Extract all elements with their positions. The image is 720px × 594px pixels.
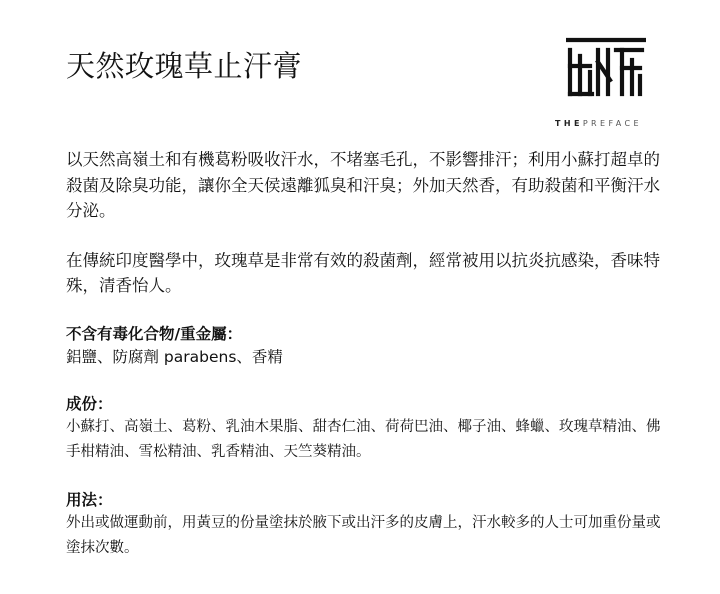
brand-logo-mark-icon [566, 36, 646, 98]
brand-logo-text [555, 119, 655, 128]
usage-heading: 用法： [66, 490, 113, 509]
brand-logo [555, 36, 646, 128]
usage-body: 外出或做運動前，用黃豆的份量塗抹於腋下或出汗多的皮膚上，汗水較多的人士可加重份量或塗抹次數。 [66, 514, 661, 556]
description-paragraph-2: 在傳統印度醫學中，玫瑰草是非常有效的殺菌劑，經常被用以抗炎抗感染，香味特殊，清香怡人。 [66, 250, 660, 296]
free-from-heading: 不含有毒化合物/重金屬： [66, 324, 243, 343]
product-title: 天然玫瑰草止汗膏 [66, 49, 303, 83]
logo-text-the: THE [555, 119, 583, 128]
free-from-body: 鋁鹽、防腐劑 parabens、香精 [66, 347, 283, 366]
description-paragraph-1: 以天然高嶺土和有機葛粉吸收汗水，不堵塞毛孔，不影響排汗；利用小蘇打超卓的殺菌及除臭功能，讓你全天侯遠離狐臭和汗臭；外加天然香，有助殺菌和平衡汗水分泌。 [66, 150, 660, 221]
usage-section [66, 489, 666, 561]
description-content [66, 147, 666, 585]
ingredients-body: 小蘇打、高嶺土、葛粉、乳油木果脂、甜杏仁油、荷荷巴油、椰子油、蜂蠟、玫瑰草精油、佛手柑精油、雪松精油、乳香精油、天竺葵精油。 [66, 418, 661, 460]
logo-text-preface: PREFACE [582, 119, 642, 128]
ingredients-heading: 成份： [66, 394, 113, 413]
free-from-section [66, 323, 666, 369]
ingredients-section [66, 393, 666, 465]
